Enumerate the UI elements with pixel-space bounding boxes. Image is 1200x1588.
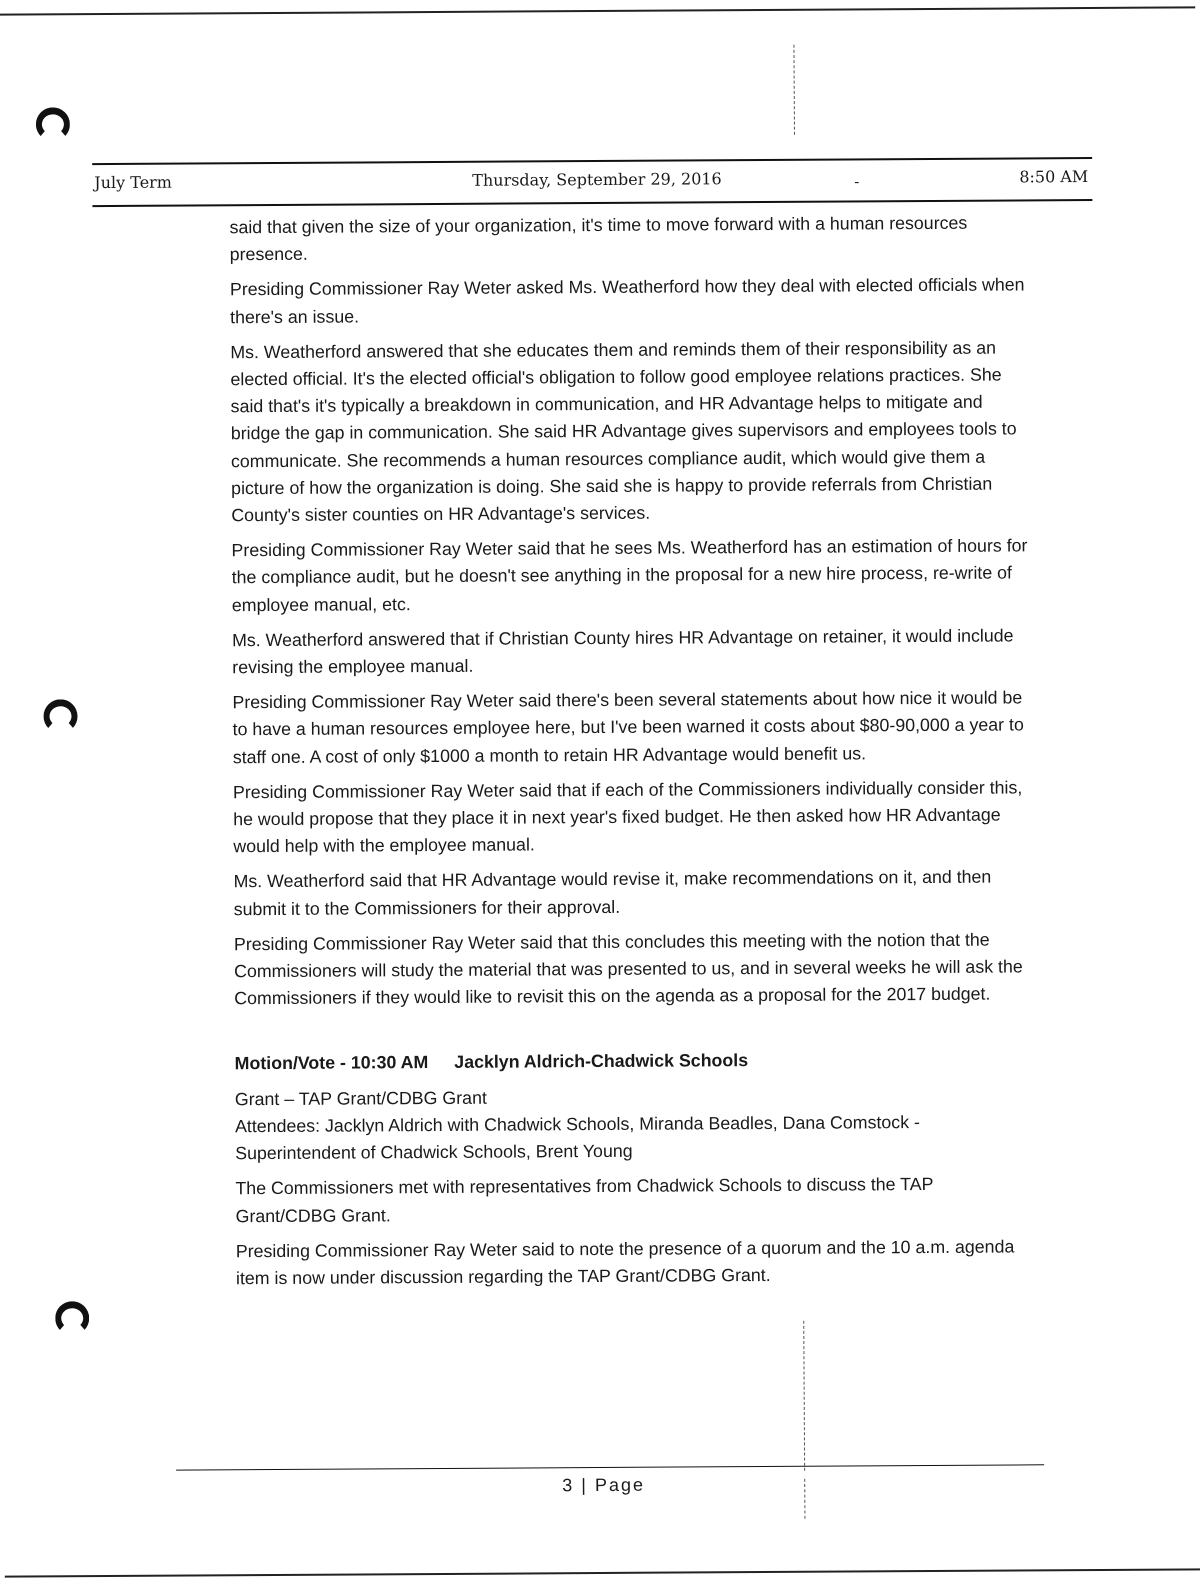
- scan-edge-top: [0, 6, 1195, 15]
- header-time: 8:50 AM: [1019, 167, 1089, 187]
- header-rule: [92, 157, 1092, 165]
- paragraph: said that given the size of your organization, it's time to move forward with a human resources presence.: [229, 212, 968, 265]
- punch-hole-icon: [55, 1301, 89, 1335]
- paragraph: Presiding Commissioner Ray Weter said that he sees Ms. Weatherford has an estimation of hours for the compliance audit, but he doesn't see anything in the proposal for a new hire process, re-write of employee manual, etc.: [231, 535, 1028, 615]
- fold-mark: [803, 1321, 806, 1471]
- footer-rule: [176, 1464, 1044, 1470]
- paragraph: Presiding Commissioner Ray Weter said that if each of the Commissioners individually consider this, he would propose that they place it in next year's fixed budget. He then asked how HR Advantage would help with the employee manual.: [232, 777, 1023, 857]
- fold-mark: [804, 1479, 806, 1519]
- page-number: 3 | Page: [562, 1474, 646, 1496]
- section-title: Jacklyn Aldrich-Chadwick Schools: [454, 1050, 749, 1073]
- scan-edge-bottom: [5, 1568, 1200, 1577]
- punch-hole-icon: [36, 107, 70, 141]
- paragraph: Presiding Commissioner Ray Weter said to note the presence of a quorum and the 10 a.m. agenda item is now under discussion regarding the TAP Grant/CDBG Grant.: [235, 1236, 1015, 1289]
- paragraph: Presiding Commissioner Ray Weter said that this concludes this meeting with the notion that the Commissioners will study the material that was presented to us, and in several weeks he will ask the Commissioners if they would like to revisit this on the agenda as a proposal for the 2017 budget.: [233, 929, 1023, 1009]
- header-date: Thursday, September 29, 2016: [472, 169, 722, 190]
- grant-line: Grant – TAP Grant/CDBG Grant: [234, 1087, 487, 1109]
- paragraph: Ms. Weatherford answered that if Christian County hires HR Advantage on retainer, it would include revising the employee manual.: [232, 625, 1014, 678]
- header-rule: [92, 199, 1092, 207]
- section-heading: [235, 1046, 1035, 1078]
- paragraph: Ms. Weatherford answered that she educates them and reminds them of their responsibility as an elected official. It's the elected official's obligation to follow good employee relations practices. She said that's it's typically a breakdown in communication, and HR Advantage helps to mitigate and bridge the gap in communication. She said HR Advantage gives supervisors and employees tools to communicate. She recommends a human resources compliance audit, which would give them a picture of how the organization is doing. She said she is happy to provide referrals from Christian County's sister counties on HR Advantage's services.: [230, 337, 1017, 526]
- agenda-section: [235, 1046, 1036, 1293]
- header-separator: -: [854, 174, 860, 191]
- fold-mark: [793, 45, 796, 135]
- paragraph: Ms. Weatherford said that HR Advantage would revise it, make recommendations on it, and then submit it to the Commissioners for their approval.: [233, 867, 992, 919]
- paragraph: Presiding Commissioner Ray Weter said there's been several statements about how nice it would be to have a human resources employee here, but I've been warned it costs about $80-90,000 a year to staff one. A cost of only $1000 a month to retain HR Advantage would benefit us.: [232, 687, 1024, 767]
- document-body: [229, 209, 1036, 1300]
- attendees: Attendees: Jacklyn Aldrich with Chadwick Schools, Miranda Beadles, Dana Comstock - Superintendent of Chadwick Schools, Brent Young: [234, 1111, 920, 1164]
- paragraph: The Commissioners met with representatives from Chadwick Schools to discuss the TAP Grant/CDBG Grant.: [235, 1174, 934, 1226]
- section-label: Motion/Vote - 10:30 AM: [234, 1052, 429, 1074]
- header-term: July Term: [94, 172, 173, 193]
- punch-hole-icon: [43, 699, 77, 733]
- paragraph: Presiding Commissioner Ray Weter asked Ms. Weatherford how they deal with elected officials when there's an issue.: [229, 274, 1025, 327]
